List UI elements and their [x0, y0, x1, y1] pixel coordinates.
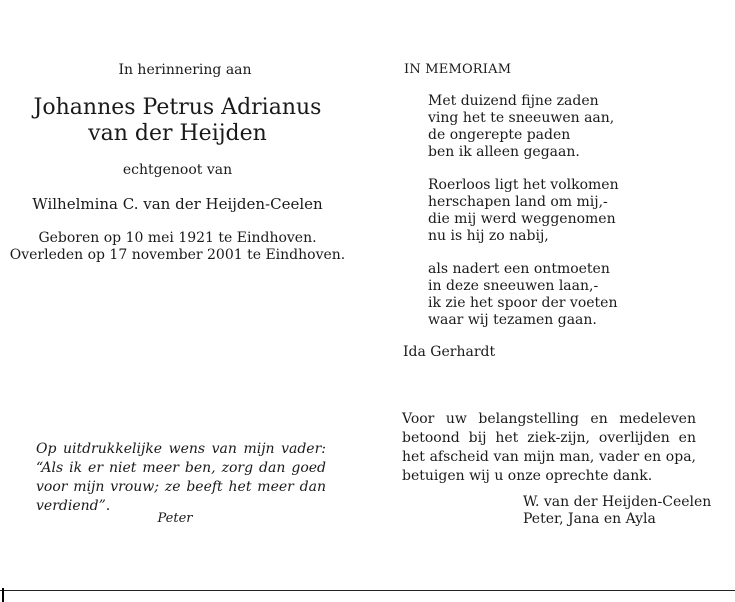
poem-stanza [428, 93, 619, 161]
poem-stanza [428, 261, 619, 329]
wish-quote: Op uitdrukkelijke wens van mijn vader: “Als ik er niet meer ben, zorg dan goed voor mijn vrouw; ze beeft het meer dan verdiend”. [36, 441, 326, 514]
poem-line: herschapen land om mij,- [428, 194, 608, 210]
poem-line: ik zie het spoor der voeten [428, 295, 618, 311]
poem-line: als nadert een ontmoeten [428, 261, 610, 277]
poem-line: Roerloos ligt het volkomen [428, 177, 619, 193]
poem [428, 93, 619, 345]
right-panel [370, 0, 735, 590]
poem-line: de ongerepte paden [428, 127, 571, 143]
family-signatures [523, 494, 711, 528]
signature-line-1: W. van der Heijden-Ceelen [523, 494, 712, 510]
life-dates [0, 230, 355, 264]
thanks-text: Voor uw belangstelling en medeleven betoond bij het ziek-zijn, overlijden en het afscheid van mijn man, vader en opa, betuigen wij u onze oprechte dank. [402, 411, 696, 484]
spouse-intro: echtgenoot van [122, 162, 233, 178]
poem-line: ben ik alleen gegaan. [428, 144, 580, 160]
memoriam-title: IN MEMORIAM [404, 62, 512, 77]
poem-line: in deze sneeuwen laan,- [428, 278, 599, 294]
intro-text: In herinnering aan [118, 62, 252, 78]
name-line-1: Johannes Petrus Adrianus [33, 95, 322, 120]
poet-name: Ida Gerhardt [403, 344, 496, 360]
signature-line-2: Peter, Jana en Ayla [523, 511, 656, 527]
death-line: Overleden op 17 november 2001 te Eindhoven. [9, 247, 346, 263]
poem-line: Met duizend fijne zaden [428, 93, 599, 109]
poem-line: die mij werd weggenomen [428, 211, 616, 227]
poem-line: waar wij tezamen gaan. [428, 312, 597, 328]
birth-line: Geboren op 10 mei 1921 te Eindhoven. [38, 230, 317, 246]
bottom-rule [0, 590, 735, 591]
poem-stanza [428, 177, 619, 245]
poem-line: ving het te sneeuwen aan, [428, 110, 615, 126]
name-line-2: van der Heijden [88, 121, 267, 146]
wish-signature: Peter [157, 511, 193, 526]
poem-line: nu is hij zo nabij, [428, 228, 549, 244]
left-panel [0, 0, 370, 590]
edge-mark [2, 588, 4, 602]
deceased-name [0, 95, 355, 147]
spouse-name: Wilhelmina C. van der Heijden-Ceelen [32, 195, 323, 213]
